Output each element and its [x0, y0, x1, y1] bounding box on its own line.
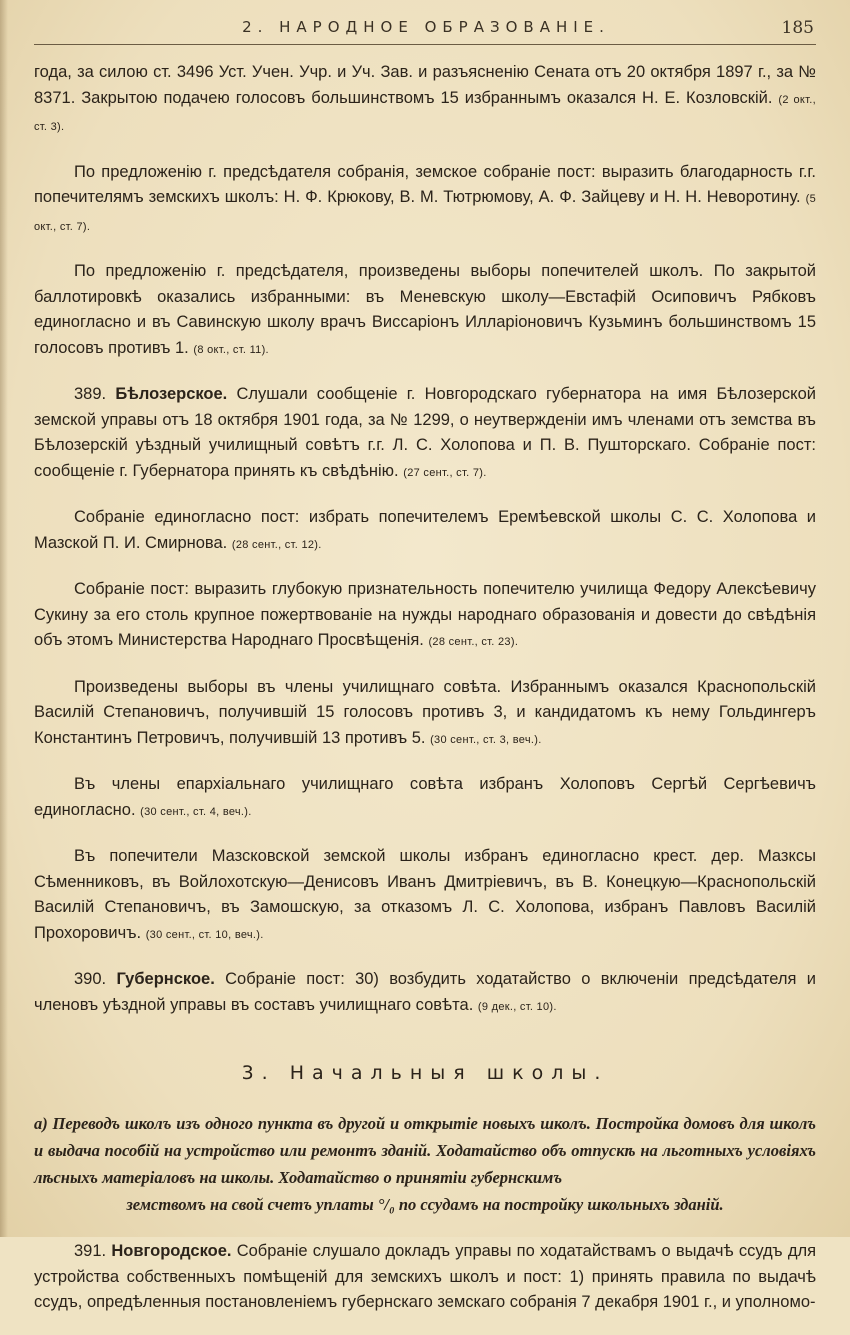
reference-note: (2 окт., ст. 3). [34, 93, 816, 133]
paragraph-2: По предложенію г. предсѣдателя собранія, земское собраніе пост: выразить благодарность г.г. попечителямъ земскихъ школъ: Н. Ф. Крюкову, В. М. Тютрюмову, А. Ф. Зайцеву и Н. Н. Неворотину. (5 окт., ст. 7). [34, 162, 816, 233]
reference-note: (30 сент., ст. 4, веч.). [140, 805, 252, 818]
page-edge-shadow [0, 0, 8, 1237]
reference-note: (8 окт., ст. 11). [193, 343, 269, 356]
reference-note: (5 окт., ст. 7). [34, 193, 816, 233]
entry-390: 390. Губернское. Собраніе пост: 30) возбудить ходатайство о включеніи предсѣдателя и членовъ уѣздной управы въ составъ училищнаго совѣта. (9 дек., ст. 10). [34, 970, 817, 1014]
page-body [34, 60, 816, 1335]
reference-note: (30 сент., ст. 3, веч.). [430, 733, 542, 746]
entry-number: 389. [74, 385, 107, 403]
running-head: 2. НАРОДНОЕ ОБРАЗОВАНІЕ. [242, 18, 610, 36]
entry-389: 389. Бѣлозерское. Слушали сообщеніе г. Новгородскаго губернатора на имя Бѣлозерской земской управы отъ 18 октября 1901 года, за № 1299, о неутвержденіи имъ членами отъ земства въ Бѣлозерскій уѣздный училищный совѣтъ г.г. Л. С. Холопова и П. В. Пушторскаго. Собраніе пост: сообщеніе г. Губернатора принять къ свѣдѣнію. (27 сент., ст. 7). [34, 385, 816, 480]
entry-number: 390. [74, 970, 107, 988]
paragraph-6: Собраніе пост: выразить глубокую признательность попечителю училища Федору Алексѣевичу Сукину за его столь крупное пожертвованіе на нужды народнаго образованія и довести до свѣдѣнія объ этомъ Министерства Народнаго Просвѣщенія. (28 сент., ст. 23). [34, 580, 816, 649]
paragraph-1: года, за силою ст. 3496 Уст. Учен. Учр. и Уч. Зав. и разъясненію Сената отъ 20 октября 1897 г., за № 8371. Закрытою подачею голосовъ большинствомъ 15 избраннымъ оказался Н. Е. Козловскій. (2 окт., ст. 3). [34, 63, 816, 133]
paragraph-3: По предложенію г. предсѣдателя, произведены выборы попечителей школъ. По закрытой баллотировкѣ оказались избранными: въ Меневскую школу—Евстафій Осиповичъ Рябковъ единогласно и въ Савинскую школу врачъ Виссаріонъ Илларіоновичъ Кузьминъ большинствомъ 15 голосовъ противъ 1. (8 окт., ст. 11). [34, 262, 816, 357]
header-rule [34, 44, 816, 45]
entry-zemstvo: Новгородское. [111, 1242, 232, 1260]
entry-zemstvo: Губернское. [116, 970, 215, 988]
entry-zemstvo: Бѣлозерское. [115, 385, 228, 403]
reference-note: (27 сент., ст. 7). [403, 466, 487, 479]
reference-note: (30 сент., ст. 10, веч.). [145, 928, 264, 941]
paragraph-8: Въ члены епархіальнаго училищнаго совѣта избранъ Холоповъ Сергѣй Сергѣевичъ единогласно. (30 сент., ст. 4, веч.). [34, 775, 816, 819]
subsection-heading: а) Переводъ школъ изъ одного пункта въ другой и открытіе новыхъ школъ. Постройка домовъ для школъ и выдача пособій на устройство или ремонтъ зданій. Ходатайство объ отпускѣ на льготныхъ условіяхъ лѣсныхъ матеріаловъ на школы. Ходатайство о принятіи губернскимъ земствомъ на свой счетъ уплаты °/₀ по ссудамъ на постройку школьныхъ зданій. [34, 1114, 816, 1214]
reference-note: (28 сент., ст. 23). [428, 636, 519, 648]
paragraph-7: Произведены выборы въ члены училищнаго совѣта. Избраннымъ оказался Краснопольскій Василій Степановичъ, получившій 15 голосовъ противъ 3, и кандидатомъ къ нему Гольдингеръ Константинъ Петровичъ, получившій 13 противъ 5. (30 сент., ст. 3, веч.). [34, 677, 816, 747]
page-number: 185 [781, 18, 814, 38]
page-header [38, 18, 814, 46]
entry-391: 391. Новгородское. Собраніе слушало докладъ управы по ходатайствамъ о выдачѣ ссудъ для устройства собственныхъ помѣщеній для земскихъ школъ и пост: 1) принять правила по выдачѣ ссудъ, опредѣленныя постановленіемъ губернскаго земскаго собранія 7 декабря 1901 г., и уполномо- [34, 1242, 817, 1311]
paragraph-9: Въ попечители Мазсковской земской школы избранъ единогласно крест. дер. Мазксы Сѣменниковъ, въ Войлохотскую—Денисовъ Иванъ Дмитріевичъ, въ В. Конецкую—Краснопольскій Василій Степановичъ, въ Замошскую, за отказомъ Л. С. Холопова, избранъ Павловъ Василій Прохоровичъ. (30 сент., ст. 10, веч.). [34, 847, 816, 942]
paragraph-5: Собраніе единогласно пост: избрать попечителемъ Еремѣевской школы С. С. Холопова и Мазской П. И. Смирнова. (28 сент., ст. 12). [34, 508, 816, 552]
section-heading: 3. Начальныя школы. [241, 1062, 609, 1084]
reference-note: (28 сент., ст. 12). [231, 538, 322, 551]
reference-note: (9 дек., ст. 10). [477, 1000, 557, 1013]
entry-number: 391. [74, 1242, 107, 1260]
